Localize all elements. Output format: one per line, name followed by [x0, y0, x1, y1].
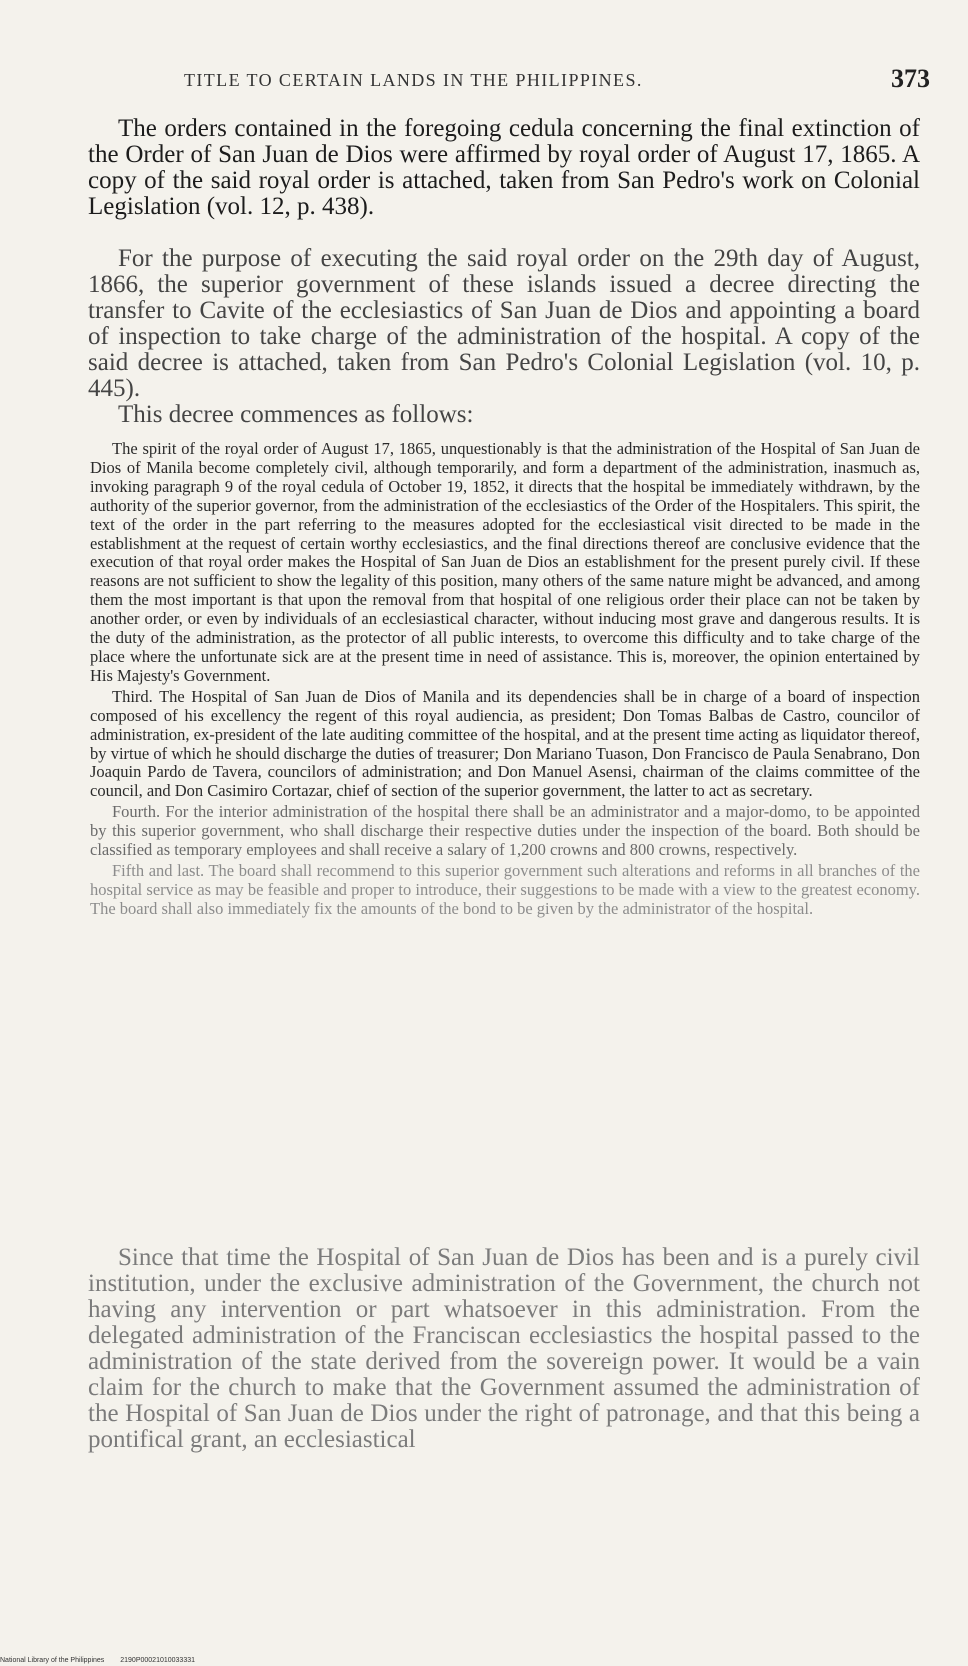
- quote-paragraph: The spirit of the royal order of August 17, 1865, unquestionably is that the administration of the Hospital of San Juan de Dios of Manila become completely civil, although temporarily, and form a department of the administration, inasmuch as, invoking paragraph 9 of the royal cedula of October 19, 1852, it directs that the hospital be immediately withdrawn, by the authority of the superior governor, from the administration of the ecclesiastics of the Order of the Hospitalers. This spirit, the text of the order in the part referring to the measures adopted for the ecclesiastical visit directed to be made in the establishment at the request of certain worthy ecclesiastics, and the final directions thereof are conclusive evidence that the execution of that royal order makes the Hospital of San Juan de Dios an establishment for the present purely civil. If these reasons are not sufficient to show the legality of this position, many others of the same nature might be advanced, and among them the most important is that upon the removal from that hospital of one religious order their place can not be taken by another order, or even by individuals of an ecclesiastical character, without inducing most grave and dangerous results. It is the duty of the administration, as the protector of all public interests, to overcome this difficulty and to take charge of the place where the unfortunate sick are at the present time in need of assistance. This is, moreover, the opinion entertained by His Majesty's Government.: [90, 439, 920, 685]
- paragraph: The orders contained in the foregoing cedula concerning the final extinction of the Order of San Juan de Dios were affirmed by royal order of August 17, 1865. A copy of the said royal order is attached, taken from San Pedro's work on Colonial Legislation (vol. 12, p. 438).: [88, 115, 920, 220]
- page-number: 373: [891, 64, 930, 93]
- paragraph: Since that time the Hospital of San Juan de Dios has been and is a purely civil institution, under the exclusive administration of the Government, the church not having any intervention or part whatsoever in this administration. From the delegated administration of the Franciscan ecclesiastics the hospital passed to the administration of the state derived from the sovereign power. It would be a vain claim for the church to make that the Government assumed the administration of the Hospital of San Juan de Dios under the right of patronage, and that this being a pontifical grant, an ecclesiastical: [88, 1244, 920, 1453]
- quote-paragraph: Fifth and last. The board shall recommend to this superior government such alterations and reforms in all branches of the hospital service as may be feasible and proper to introduce, their suggestions to be made with a view to the greatest economy. The board shall also immediately fix the amounts of the bond to be given by the administrator of the hospital.: [90, 860, 920, 918]
- running-head: TITLE TO CERTAIN LANDS IN THE PHILIPPINES.: [184, 70, 643, 90]
- footer-identifier: 2190P00021010033331: [120, 1657, 195, 1664]
- quote-paragraph: Fourth. For the interior administration of the hospital there shall be an administrator and a major-domo, to be appointed by this superior government, who shall discharge their respective duties under the inspection of the board. Both should be classified as temporary employees and shall receive a salary of 1,200 crowns and 800 crowns, respectively.: [90, 802, 920, 860]
- closing-block: [88, 1245, 920, 1453]
- quoted-decree: [90, 440, 920, 921]
- quote-paragraph: Third. The Hospital of San Juan de Dios of Manila and its dependencies shall be in charge of a board of inspection composed of his excellency the regent of this royal audiencia, as president; Don Tomas Balbas de Castro, councilor of administration, ex-president of the late auditing committee of the hospital, and at the present time acting as liquidator thereof, by virtue of which he should discharge the duties of treasurer; Don Mariano Tuason, Don Francisco de Paula Senabrano, Don Joaquin Pardo de Tavera, councilors of administration; and Don Manuel Asensi, chairman of the claims committee of the council, and Don Casimiro Cortazar, chief of section of the superior government, the latter to act as secretary.: [90, 686, 920, 801]
- scan-footer: [0, 1657, 209, 1664]
- paragraph-1-block: [88, 116, 920, 220]
- page-header: [88, 64, 930, 104]
- footer-library: National Library of the Philippines: [0, 1657, 105, 1664]
- paragraph-2-block: [88, 246, 920, 428]
- paragraph: For the purpose of executing the said royal order on the 29th day of August, 1866, the superior government of these islands issued a decree directing the transfer to Cavite of the ecclesiastics of San Juan de Dios and appointing a board of inspection to take charge of the administration of the hospital. A copy of the said decree is attached, taken from San Pedro's Colonial Legislation (vol. 10, p. 445).: [88, 245, 920, 402]
- paragraph: This decree commences as follows:: [118, 401, 474, 428]
